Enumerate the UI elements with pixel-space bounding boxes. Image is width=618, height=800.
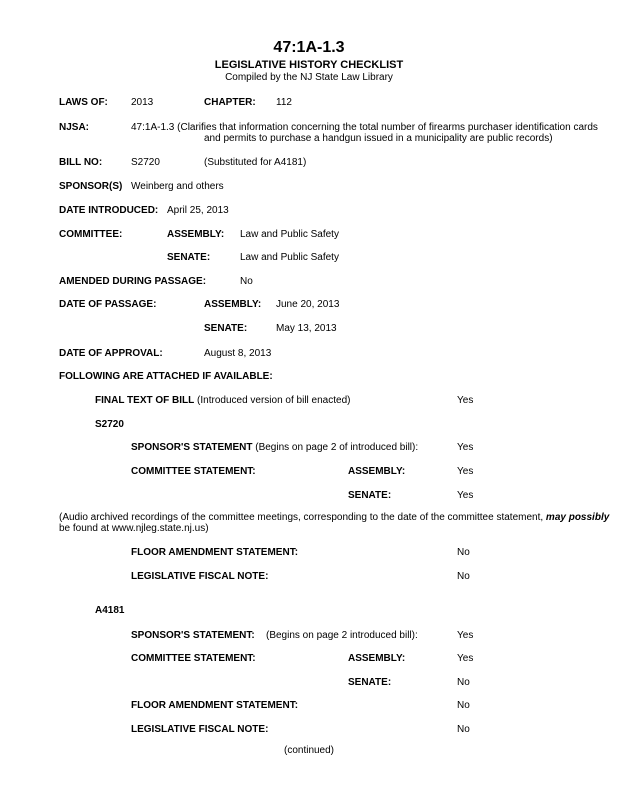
a4181-fiscal-note-label: LEGISLATIVE FISCAL NOTE: bbox=[131, 724, 269, 735]
s2720-sponsor-statement-value: Yes bbox=[457, 442, 474, 453]
laws-of-value: 2013 bbox=[131, 97, 154, 108]
a4181-floor-amendment-value: No bbox=[457, 700, 470, 711]
audio-note-text: (Audio archived recordings of the committee meetings, corresponding to the date of the committee statement, bbox=[59, 512, 546, 523]
committee-label: COMMITTEE: bbox=[59, 229, 123, 240]
s2720-committee-senate-value: Yes bbox=[457, 490, 474, 501]
bill-no-value: S2720 bbox=[131, 157, 160, 168]
date-of-approval-value: August 8, 2013 bbox=[204, 348, 272, 359]
s2720-sponsor-statement-label: SPONSOR'S STATEMENT bbox=[131, 442, 253, 453]
amended-value: No bbox=[240, 276, 253, 287]
audio-note-emphasis: may possibly bbox=[545, 512, 610, 523]
committee-senate-label: SENATE: bbox=[167, 252, 211, 263]
chapter-value: 112 bbox=[276, 97, 292, 108]
a4181-fiscal-note-value: No bbox=[457, 724, 470, 735]
a4181-heading: A4181 bbox=[95, 605, 125, 616]
date-of-approval-label: DATE OF APPROVAL: bbox=[59, 348, 163, 359]
njsa-label: NJSA: bbox=[59, 122, 90, 133]
a4181-committee-senate-label: SENATE: bbox=[348, 677, 392, 688]
committee-senate-value: Law and Public Safety bbox=[240, 252, 339, 263]
s2720-committee-assembly-value: Yes bbox=[457, 466, 474, 477]
date-introduced-value: April 25, 2013 bbox=[167, 205, 229, 216]
amended-label: AMENDED DURING PASSAGE: bbox=[59, 276, 207, 287]
s2720-fiscal-note-label: LEGISLATIVE FISCAL NOTE: bbox=[131, 571, 269, 582]
a4181-committee-senate-value: No bbox=[457, 677, 470, 688]
s2720-floor-amendment-label: FLOOR AMENDMENT STATEMENT: bbox=[131, 547, 299, 558]
audio-note-line-2: be found at www.njleg.state.nj.us) bbox=[59, 523, 209, 534]
a4181-sponsor-statement-note: (Begins on page 2 introduced bill): bbox=[266, 630, 418, 641]
s2720-committee-statement-label: COMMITTEE STATEMENT: bbox=[131, 466, 256, 477]
s2720-sponsor-statement-note: (Begins on page 2 of introduced bill): bbox=[252, 442, 419, 453]
committee-assembly-value: Law and Public Safety bbox=[240, 229, 339, 240]
bill-no-label: BILL NO: bbox=[59, 157, 103, 168]
page-title: 47:1A-1.3 bbox=[273, 39, 345, 56]
date-of-passage-label: DATE OF PASSAGE: bbox=[59, 299, 157, 310]
a4181-committee-statement-label: COMMITTEE STATEMENT: bbox=[131, 653, 256, 664]
a4181-committee-assembly-value: Yes bbox=[457, 653, 474, 664]
s2720-committee-assembly-label: ASSEMBLY: bbox=[348, 466, 406, 477]
a4181-floor-amendment-label: FLOOR AMENDMENT STATEMENT: bbox=[131, 700, 299, 711]
s2720-sponsor-statement-row bbox=[131, 442, 418, 454]
page-subtitle: LEGISLATIVE HISTORY CHECKLIST bbox=[214, 59, 404, 71]
final-text-row bbox=[95, 395, 350, 407]
a4181-sponsor-statement-value: Yes bbox=[457, 630, 474, 641]
date-introduced-label: DATE INTRODUCED: bbox=[59, 205, 159, 216]
laws-of-label: LAWS OF: bbox=[59, 97, 108, 108]
njsa-line-1: 47:1A-1.3 (Clarifies that information concerning the total number of firearms purchaser identification cards bbox=[131, 122, 598, 133]
s2720-floor-amendment-value: No bbox=[457, 547, 470, 558]
chapter-label: CHAPTER: bbox=[204, 97, 256, 108]
final-text-label: FINAL TEXT OF BILL bbox=[95, 395, 195, 406]
continued-note: (continued) bbox=[283, 745, 335, 756]
compiled-by: Compiled by the NJ State Law Library bbox=[225, 72, 393, 83]
s2720-fiscal-note-value: No bbox=[457, 571, 470, 582]
committee-assembly-label: ASSEMBLY: bbox=[167, 229, 225, 240]
sponsor-label: SPONSOR(S) bbox=[59, 181, 123, 192]
a4181-committee-assembly-label: ASSEMBLY: bbox=[348, 653, 406, 664]
a4181-sponsor-statement-label: SPONSOR'S STATEMENT: bbox=[131, 630, 255, 641]
passage-assembly-label: ASSEMBLY: bbox=[204, 299, 262, 310]
passage-senate-label: SENATE: bbox=[204, 323, 248, 334]
s2720-committee-senate-label: SENATE: bbox=[348, 490, 392, 501]
s2720-heading: S2720 bbox=[95, 419, 124, 430]
passage-assembly-value: June 20, 2013 bbox=[276, 299, 340, 310]
njsa-line-2: and permits to purchase a handgun issued in a municipality are public records) bbox=[204, 133, 553, 144]
final-text-value: Yes bbox=[457, 395, 474, 406]
passage-senate-value: May 13, 2013 bbox=[276, 323, 337, 334]
bill-substituted-note: (Substituted for A4181) bbox=[204, 157, 307, 168]
sponsor-value: Weinberg and others bbox=[131, 181, 224, 192]
final-text-note: (Introduced version of bill enacted) bbox=[194, 395, 351, 406]
attached-heading: FOLLOWING ARE ATTACHED IF AVAILABLE: bbox=[59, 371, 273, 382]
